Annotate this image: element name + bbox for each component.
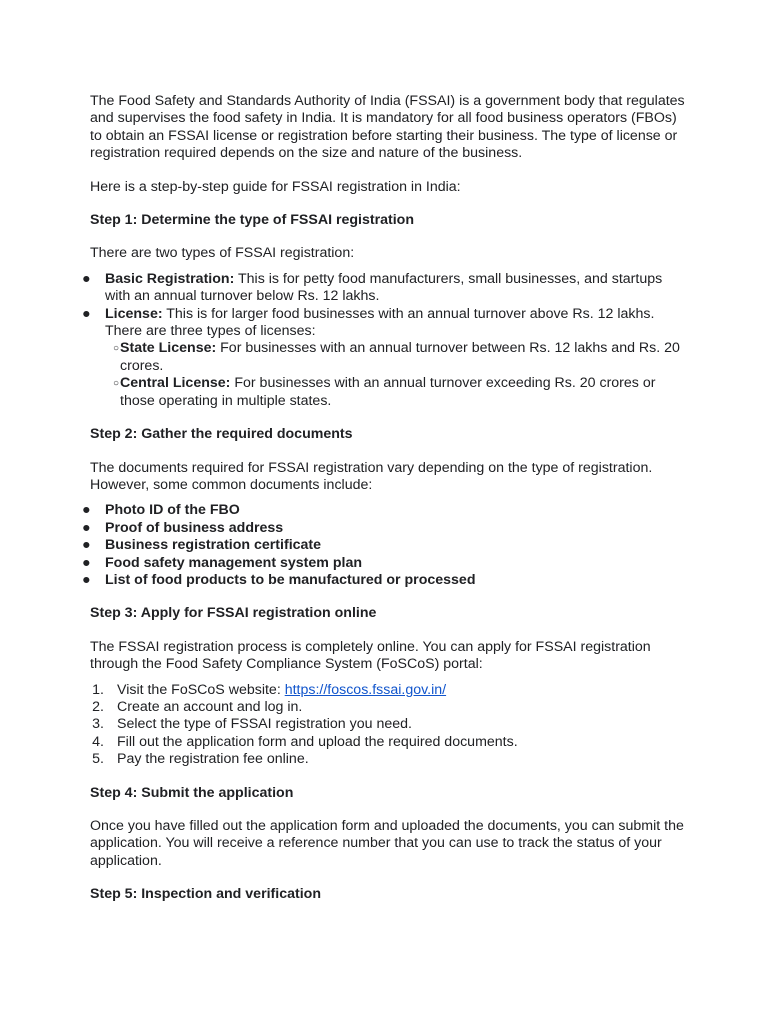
item-label: License: (105, 305, 163, 322)
list-item (82, 270, 690, 306)
item-text: Fill out the application form and upload the required documents. (117, 733, 518, 750)
item-text: Select the type of FSSAI registration you need. (117, 716, 412, 733)
step3-text: The FSSAI registration process is completely online. You can apply for FSSAI registration through the Food Safety Compliance System (FoSCoS) portal: (90, 638, 651, 673)
item-number: 1. (92, 681, 104, 698)
item-text: Proof of business address (105, 519, 284, 536)
item-number: 4. (92, 733, 104, 750)
list-item (82, 571, 690, 589)
hollow-bullet-icon: ○ (113, 343, 120, 355)
bullet-icon: ● (82, 519, 91, 536)
list-item (90, 751, 690, 768)
step1-heading: Step 1: Determine the type of FSSAI registration (90, 212, 415, 229)
step1-text: There are two types of FSSAI registration: (90, 245, 355, 262)
intro-paragraph: The Food Safety and Standards Authority of India (FSSAI) is a government body that regulates and supervises the food safety in India. It is mandatory for all food business operators (FBOs) to obtain an FSSAI license or registration before starting their business. The type of license or registration required depends on the size and nature of the business. (90, 93, 685, 162)
item-text: Business registration certificate (105, 537, 322, 554)
item-text: For businesses with an annual turnover exceeding Rs. 20 crores or those operating in multiple states. (120, 375, 656, 409)
step4-text: Once you have filled out the application form and uploaded the documents, you can submit the application. You will receive a reference number that you can use to track the status of your application. (90, 818, 684, 869)
item-text: Pay the registration fee online. (117, 751, 309, 768)
bullet-icon: ● (82, 270, 91, 287)
bullet-icon: ● (82, 305, 91, 322)
list-item (105, 340, 690, 375)
step4-heading: Step 4: Submit the application (90, 784, 294, 801)
item-text: This is for petty food manufacturers, small businesses, and startups with an annual turnover below Rs. 12 lakhs. (105, 270, 663, 305)
step2-text: The documents required for FSSAI registration vary depending on the type of registration. However, some common documents include: (90, 459, 653, 493)
item-label: Basic Registration: (105, 270, 235, 287)
guide-intro: Here is a step-by-step guide for FSSAI registration in India: (90, 178, 461, 195)
item-number: 2. (92, 698, 104, 715)
document-body (82, 93, 690, 920)
list-item (82, 537, 690, 554)
item-label: Central License: (120, 375, 231, 392)
list-item (90, 716, 690, 733)
list-item (90, 682, 690, 699)
list-item (82, 305, 690, 410)
hollow-bullet-icon: ○ (113, 378, 120, 390)
item-label: State License: (120, 340, 217, 357)
item-text: List of food products to be manufactured or processed (105, 571, 476, 588)
list-item (82, 502, 690, 519)
item-text: Create an account and log in. (117, 698, 303, 715)
list-item (90, 699, 690, 716)
item-text: This is for larger food businesses with an annual turnover above Rs. 12 lakhs. There are three types of licenses: (105, 305, 655, 340)
list-item (105, 375, 690, 410)
bullet-icon: ● (82, 502, 91, 519)
documents-list (82, 502, 690, 589)
foscos-website-link[interactable]: https://foscos.fssai.gov.in/ (284, 681, 447, 698)
license-types-list (105, 340, 690, 410)
item-text: Food safety management system plan (105, 554, 363, 571)
step3-heading: Step 3: Apply for FSSAI registration online (90, 605, 377, 622)
item-text: For businesses with an annual turnover between Rs. 12 lakhs and Rs. 20 crores. (120, 340, 680, 374)
application-steps-list (90, 682, 690, 769)
item-text: Photo ID of the FBO (105, 502, 240, 519)
item-number: 5. (92, 751, 104, 768)
step5-heading: Step 5: Inspection and verification (90, 886, 321, 903)
bullet-icon: ● (82, 571, 91, 588)
bullet-icon: ● (82, 537, 91, 554)
step2-heading: Step 2: Gather the required documents (90, 426, 353, 443)
bullet-icon: ● (82, 554, 91, 571)
item-number: 3. (92, 716, 104, 733)
item-text: Visit the FoSCoS website: (117, 681, 285, 698)
list-item (82, 519, 690, 537)
list-item (82, 554, 690, 572)
list-item (90, 734, 690, 751)
registration-types-list (82, 270, 690, 410)
